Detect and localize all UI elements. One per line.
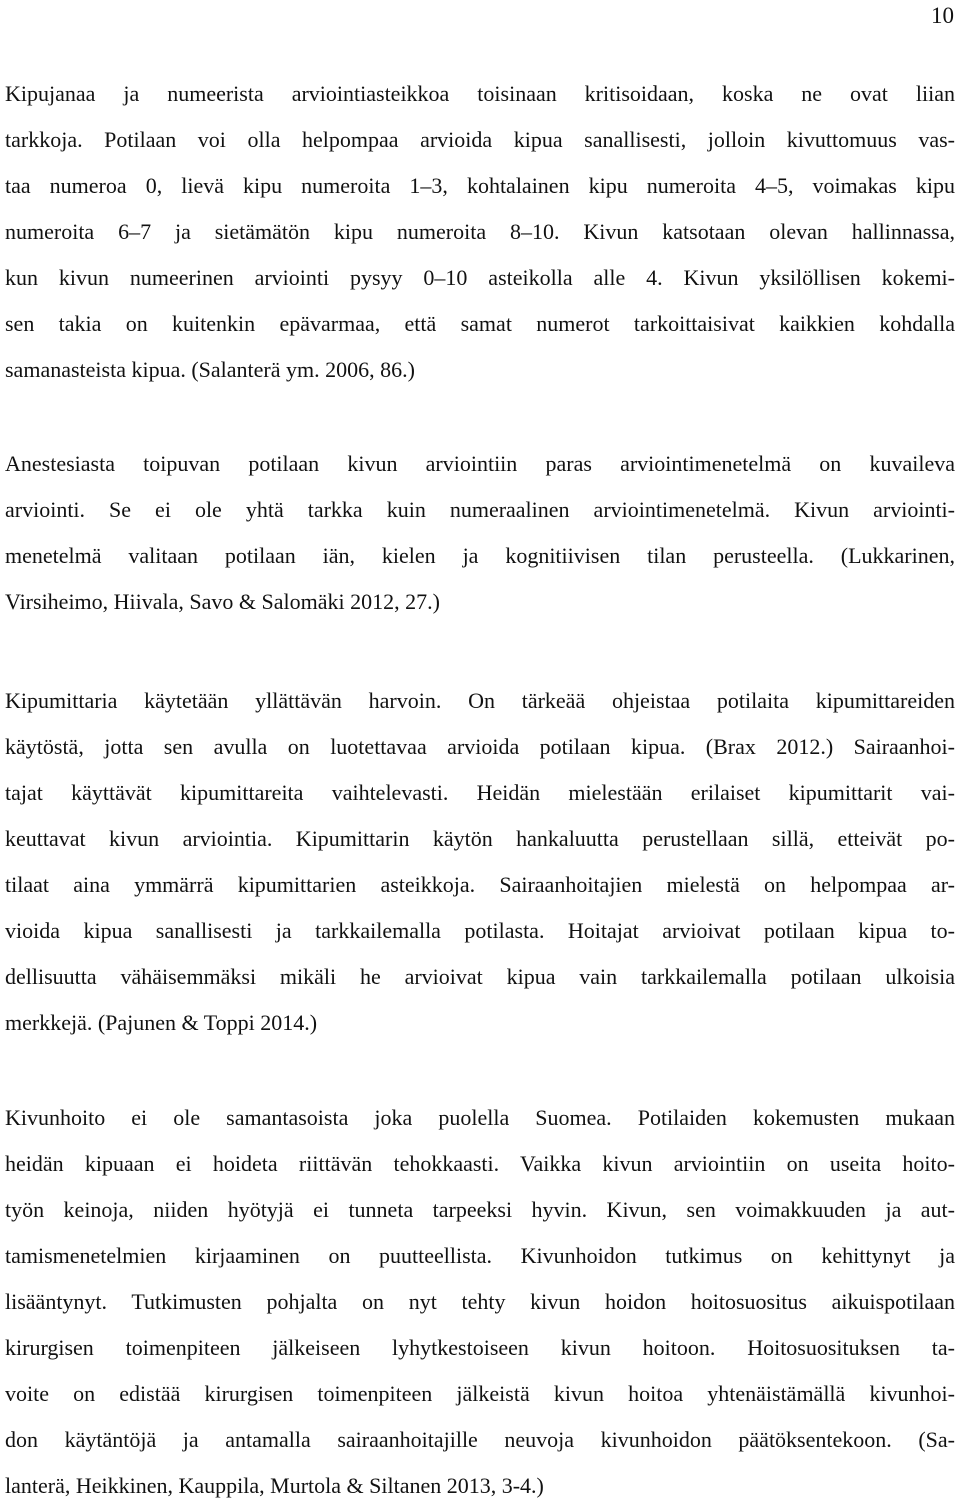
- paragraph-pain-care-finland: [5, 1095, 955, 1509]
- paragraph-pain-scale-criticism: [5, 71, 955, 393]
- paragraph-pain-meter-usage: [5, 678, 955, 1046]
- text-line: don käytäntöjä ja antamalla sairaanhoitajille neuvoja kivunhoidon päätöksentekoon. (Sa-: [5, 1427, 955, 1452]
- text-line: tarkkoja. Potilaan voi olla helpompaa arvioida kipua sanallisesti, jolloin kivuttomuus vas-: [5, 127, 955, 152]
- text-line: Virsiheimo, Hiivala, Savo & Salomäki 2012, 27.): [5, 589, 440, 614]
- text-line: merkkejä. (Pajunen & Toppi 2014.): [5, 1010, 318, 1035]
- text-line: Kipumittaria käytetään yllättävän harvoin. On tärkeää ohjeistaa potilaita kipumittareiden: [5, 688, 955, 713]
- text-line: lisääntynyt. Tutkimusten pohjalta on nyt tehty kivun hoidon hoitosuositus aikuispotilaan: [5, 1289, 955, 1314]
- page-number: 10: [931, 3, 954, 28]
- text-line: vioida kipua sanallisesti ja tarkkailemalla potilasta. Hoitajat arvioivat potilaan kipua to-: [5, 918, 955, 943]
- paragraph-anesthesia-assessment: [5, 441, 955, 625]
- text-line: työn keinoja, niiden hyötyjä ei tunneta tarpeeksi hyvin. Kivun, sen voimakkuuden ja aut-: [5, 1197, 955, 1222]
- text-line: tajat käyttävät kipumittareita vaihtelevasti. Heidän mielestään erilaiset kipumittarit vai-: [5, 780, 955, 805]
- text-line: keuttavat kivun arviointia. Kipumittarin käytön hankaluutta perustellaan sillä, etteivät po-: [5, 826, 955, 851]
- text-line: tamismenetelmien kirjaaminen on puutteellista. Kivunhoidon tutkimus on kehittynyt ja: [5, 1243, 955, 1268]
- text-line: samanasteista kipua. (Salanterä ym. 2006, 86.): [5, 357, 415, 382]
- text-line: numeroita 6–7 ja sietämätön kipu numeroita 8–10. Kivun katsotaan olevan hallinnassa,: [5, 219, 955, 244]
- text-line: Anestesiasta toipuvan potilaan kivun arviointiin paras arviointimenetelmä on kuvaileva: [5, 451, 955, 476]
- text-line: kirurgisen toimenpiteen jälkeiseen lyhytkestoiseen kivun hoitoon. Hoitosuosituksen ta-: [5, 1335, 955, 1360]
- text-line: käytöstä, jotta sen avulla on luotettavaa arvioida potilaan kipua. (Brax 2012.) Sairaanhoi-: [5, 734, 955, 759]
- text-line: heidän kipuaan ei hoideta riittävän tehokkaasti. Vaikka kivun arviointiin on useita hoito-: [5, 1151, 955, 1176]
- text-line: menetelmä valitaan potilaan iän, kielen ja kognitiivisen tilan perusteella. (Lukkarinen,: [5, 543, 955, 568]
- text-line: voite on edistää kirurgisen toimenpiteen jälkeistä kivun hoitoa yhtenäistämällä kivunhoi-: [5, 1381, 955, 1406]
- text-line: Kivunhoito ei ole samantasoista joka puolella Suomea. Potilaiden kokemusten mukaan: [5, 1105, 955, 1130]
- text-line: dellisuutta vähäisemmäksi mikäli he arvioivat kipua vain tarkkailemalla potilaan ulkoisia: [5, 964, 955, 989]
- text-line: kun kivun numeerinen arviointi pysyy 0–10 asteikolla alle 4. Kivun yksilöllisen kokemi-: [5, 265, 955, 290]
- text-line: taa numeroa 0, lievä kipu numeroita 1–3, kohtalainen kipu numeroita 4–5, voimakas kipu: [5, 173, 955, 198]
- text-line: arviointi. Se ei ole yhtä tarkka kuin numeraalinen arviointimenetelmä. Kivun arviointi-: [5, 497, 955, 522]
- text-line: Kipujanaa ja numeerista arviointiasteikkoa toisinaan kritisoidaan, koska ne ovat liian: [5, 81, 955, 106]
- text-line: lanterä, Heikkinen, Kauppila, Murtola & Siltanen 2013, 3-4.): [5, 1473, 544, 1498]
- text-line: tilaat aina ymmärrä kipumittarien asteikkoja. Sairaanhoitajien mielestä on helpompaa ar-: [5, 872, 955, 897]
- text-line: sen takia on kuitenkin epävarmaa, että samat numerot tarkoittaisivat kaikkien kohdalla: [5, 311, 955, 336]
